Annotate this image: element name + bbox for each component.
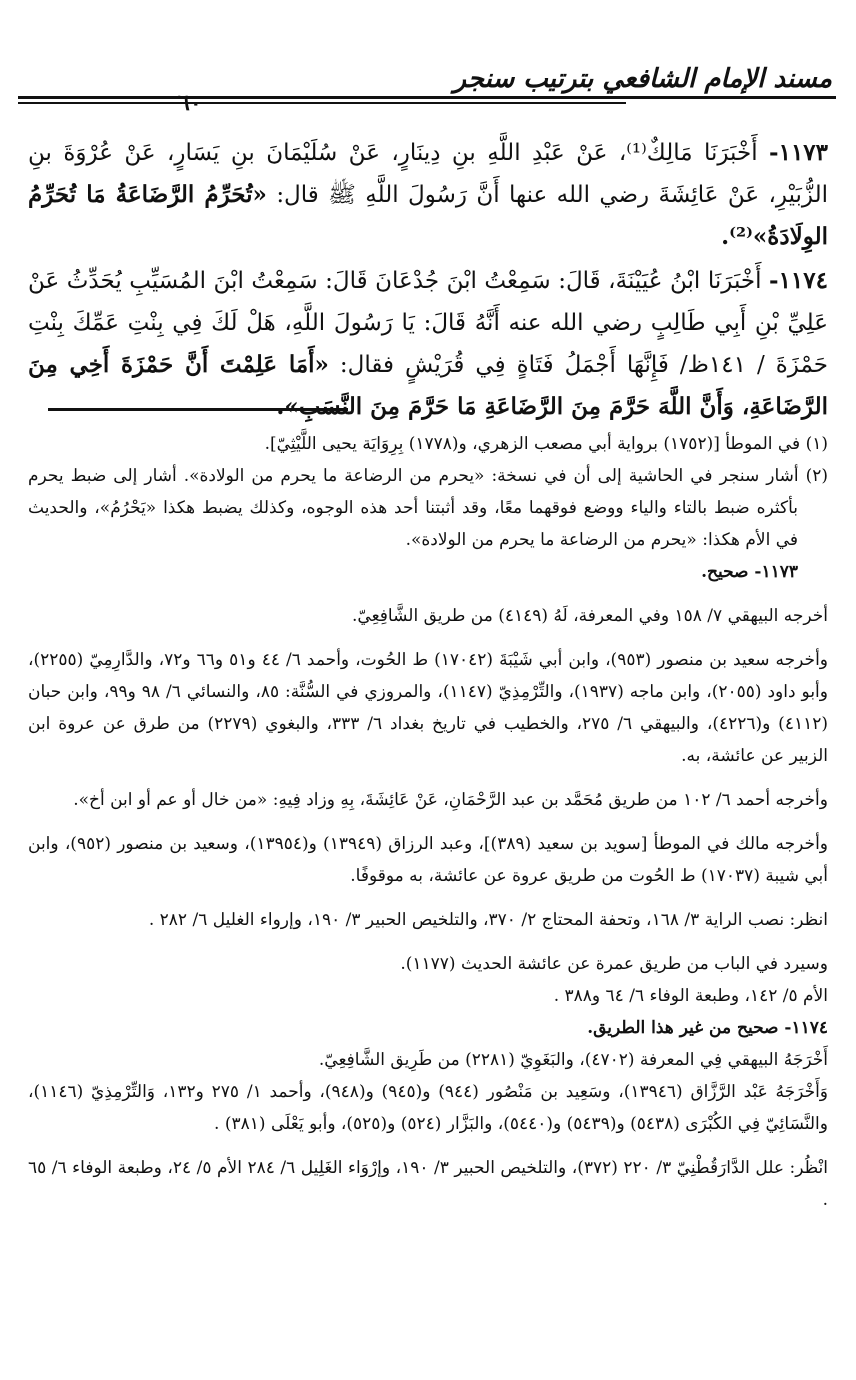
hadith-number: ١١٧٤-: [769, 267, 828, 294]
running-title: مسند الإمام الشافعي بترتيب سنجر: [453, 64, 832, 94]
takhrij-paragraph: أَخْرَجَهُ البيهقي فِي المعرفة (٤٧٠٢)، والبَغَوِيّ (٢٢٨١) من طَرِيق الشَّافِعِيّ.: [318, 1050, 828, 1070]
hadith-quote: «تُحَرِّمُ الرَّضَاعَةُ مَا تُحَرِّمُ الوِلَادَةُ»⁽²⁾.: [28, 181, 828, 250]
page-number: ٦٠: [178, 90, 202, 116]
takhrij-heading-1174: ١١٧٤- صحيح من غير هذا الطريق.: [587, 1018, 828, 1038]
hadith-text: أَخْبَرَنَا ابْنُ عُيَيْنَةَ، قَالَ: سَمِعْتُ ابْنَ جُدْعَانَ قَالَ: سَمِعْتُ ابْنَ المُسَيِّبِ يُحَدِّثُ عَنْ عَلِيِّ بْنِ أَبِي طَالِبٍ رضي الله عنه أَنَّهُ قَالَ: يَا رَسُولَ اللَّهِ، هَلْ لَكَ فِي بِنْتِ عَمِّكَ بِنْتِ حَمْزَةَ / ١٤١ظ/ فَإِنَّهَا أَجْمَلُ فَتَاةٍ فِي قُرَيْشٍ فقال:: [28, 268, 828, 378]
takhrij-paragraph: وأخرجه سعيد بن منصور (٩٥٣)، وابن أبي شَيْبَةَ (١٧٠٤٢) ط الحُوت، وأحمد ٦/ ٤٤ و٥١ و٦٦ و٧٢، والدَّارِمِيّ (٢٢٥٥)، وأبو داود (٢٠٥٥)، وابن ماجه (١٩٣٧)، والتِّرْمِذِيّ (١١٤٧)، والمروزي في السُّنَّة: ٨٥، والنسائي ٦/ ٩٨ و٩٩، وابن حبان (٤١١٢) و(٤٢٢٦)، والبيهقي ٦/ ٢٧٥، والخطيب في تاريخ بغداد ٦/ ٣٣٣، والبغوي (٢٢٧٩) من طرق عن عروة ابن الزبير عن عائشة، به.: [28, 650, 829, 766]
footnote-2: (٢) أشار سنجر في الحاشية إلى أن في نسخة: «يحرم من الرضاعة ما يحرم من الولادة». أشار إلى ضبط يحرم بأكثره ضبط بالتاء والياء ووضع فوقهما معًا، وقد أثبتنا أحد هذه الوجوه، وكذلك يضبط هكذا «يَحْرُمُ»، والحديث في الأم هكذا: «يحرم من الرضاعة ما يحرم من الولادة».: [28, 466, 828, 550]
footnotes: [28, 428, 828, 1216]
hadith-number: ١١٧٣-: [769, 139, 829, 166]
hadith-quote: «أَمَا عَلِمْتَ أَنَّ حَمْزَةَ أَخِي مِنَ الرَّضَاعَةِ، وَأَنَّ اللَّهَ حَرَّمَ مِنَ الرَّضَاعَةِ مَا حَرَّمَ مِنَ النَّسَبِ».: [28, 351, 828, 420]
takhrij-paragraph: وسيرد في الباب من طريق عمرة عن عائشة الحديث (١١٧٧).: [400, 954, 828, 974]
takhrij-paragraph: وأخرجه مالك في الموطأ [سويد بن سعيد (٣٨٩)]، وعبد الرزاق (١٣٩٤٩) و(١٣٩٥٤)، وسعيد بن منصور (٩٥٢)، وابن أبي شيبة (١٧٠٣٧) ط الحُوت من طريق عروة عن عائشة، به موقوفًا.: [28, 834, 828, 886]
takhrij-paragraph: وَأَخْرَجَهُ عَبْد الرَّزَّاق (١٣٩٤٦)، وسَعِيد بن مَنْصُور (٩٤٤) و(٩٤٥) و(٩٤٨)، وأحمد ١/ ٢٧٥ و١٣٢، وَالتِّرْمِذِيّ (١١٤٦)، والنَّسَائِيّ فِي الكُبْرَى (٥٤٣٨) و(٥٤٣٩) و(٥٤٤٠)، والبَزَّار (٥٢٤) و(٥٢٥)، وأبو يَعْلَى (٣٨١) .: [28, 1082, 829, 1134]
takhrij-paragraph: انْظُر: علل الدَّارَقُطْنِيّ ٣/ ٢٢٠ (٣٧٢)، والتلخيص الحبير ٣/ ١٩٠، وإرْوَاء الغَلِيل ٦/ ٢٨٤ الأم ٥/ ٢٤، وطبعة الوفاء ٦/ ٦٥ .: [28, 1158, 829, 1210]
footnote-1: (١) في الموطأ [(١٧٥٢) برواية أبي مصعب الزهري، و(١٧٧٨) بِرِوَايَة يحيى اللَّيْثِيّ].: [264, 434, 828, 454]
hadith-1174: [28, 260, 828, 428]
hadith-text: أَخْبَرَنَا مَالِكٌ⁽¹⁾، عَنْ عَبْدِ اللَّهِ بنِ دِينَارٍ، عَنْ سُلَيْمَانَ بنِ يَسَارٍ، عَنْ عُرْوَةَ بنِ الزُّبَيْرِ، عَنْ عَائِشَةَ رضي الله عنها أَنَّ رَسُولَ اللَّهِ ﷺ قال:: [28, 140, 829, 208]
hadith-1173: [28, 132, 828, 258]
main-text: [28, 132, 828, 430]
header-rule-secondary: [18, 102, 626, 104]
takhrij-paragraph: أخرجه البيهقي ٧/ ١٥٨ وفي المعرفة، لَهُ (٤١٤٩) من طريق الشَّافِعِيّ.: [352, 606, 828, 626]
takhrij-paragraph: وأخرجه أحمد ٦/ ١٠٢ من طريق مُحَمَّد بن عبد الرَّحْمَانِ، عَنْ عَائِشَةَ، بِهِ وزاد فِيهِ: «من خال أو عم أو ابن أخ».: [73, 790, 828, 810]
page-header: [18, 58, 836, 116]
takhrij-paragraph: الأم ٥/ ١٤٢، وطبعة الوفاء ٦/ ٦٤ و٣٨٨ .: [553, 986, 828, 1006]
footnote-separator: [48, 408, 348, 411]
takhrij-paragraph: انظر: نصب الراية ٣/ ١٦٨، وتحفة المحتاج ٢/ ٣٧٠، والتلخيص الحبير ٣/ ١٩٠، وإرواء الغليل ٦/ ٢٨٢ .: [148, 910, 828, 930]
takhrij-heading-1173: ١١٧٣- صحيح.: [701, 562, 798, 582]
header-rule: [18, 96, 836, 99]
